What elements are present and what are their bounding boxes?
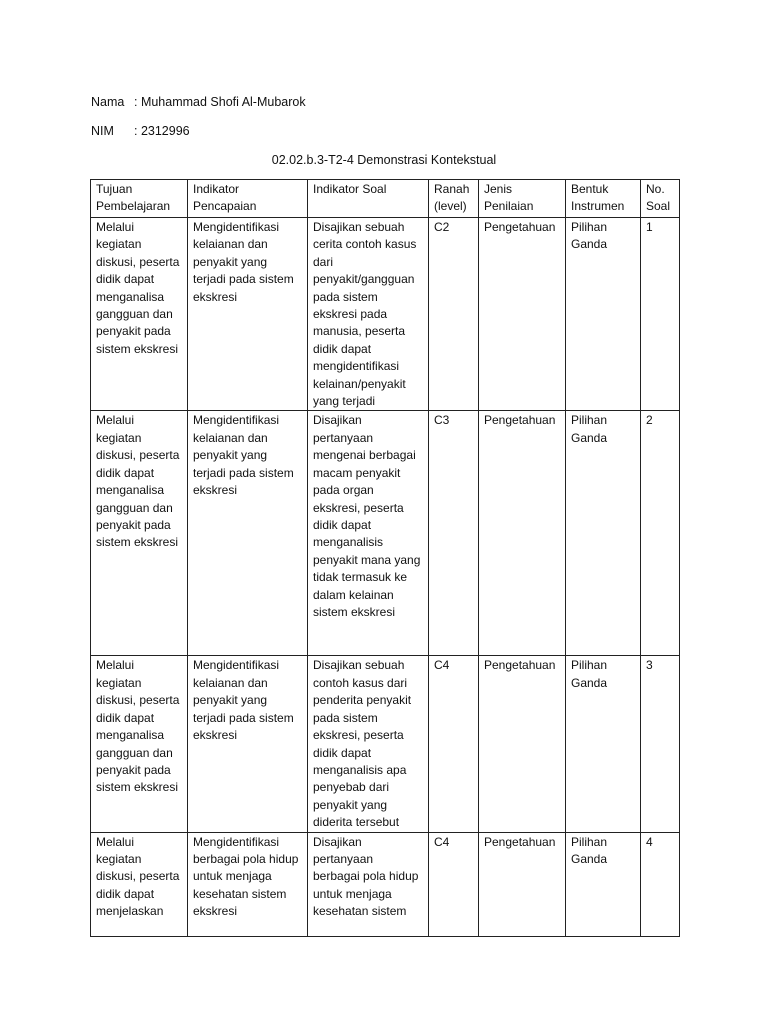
header-indikator-soal: Indikator Soal [308, 180, 429, 218]
cell-indikator-pencapaian: Mengidentifikasi berbagai pola hidup untuk menjaga kesehatan sistem ekskresi [188, 832, 308, 936]
header-jenis-penilaian: Jenis Penilaian [479, 180, 566, 218]
table-row [91, 411, 680, 656]
cell-no-soal: 4 [641, 832, 680, 936]
cell-bentuk-instrumen: Pilihan Ganda [566, 411, 641, 656]
cell-ranah-level: C4 [429, 656, 479, 832]
cell-indikator-soal: Disajikan sebuah cerita contoh kasus dari penyakit/gangguan pada sistem ekskresi pada manusia, peserta didik dapat mengidentifikasi kelainan/penyakit yang terjadi [308, 218, 429, 411]
cell-indikator-soal: Disajikan sebuah contoh kasus dari penderita penyakit pada sistem ekskresi, peserta didik dapat menganalisis apa penyebab dari penyakit yang diderita tersebut [308, 656, 429, 832]
header-bentuk-instrumen: Bentuk Instrumen [566, 180, 641, 218]
cell-ranah-level: C4 [429, 832, 479, 936]
cell-no-soal: 2 [641, 411, 680, 656]
cell-indikator-pencapaian: Mengidentifikasi kelaianan dan penyakit yang terjadi pada sistem ekskresi [188, 218, 308, 411]
cell-ranah-level: C3 [429, 411, 479, 656]
cell-jenis-penilaian: Pengetahuan [479, 218, 566, 411]
cell-jenis-penilaian: Pengetahuan [479, 411, 566, 656]
cell-indikator-soal: Disajikan pertanyaan berbagai pola hidup untuk menjaga kesehatan sistem [308, 832, 429, 936]
cell-ranah-level: C2 [429, 218, 479, 411]
student-nim-line [91, 123, 190, 139]
nim-value: : 2312996 [134, 124, 190, 138]
cell-tujuan-pembelajaran: Melalui kegiatan diskusi, peserta didik dapat menganalisa gangguan dan penyakit pada sistem ekskresi [91, 656, 188, 832]
table-header-row [91, 180, 680, 218]
cell-indikator-soal: Disajikan pertanyaan mengenai berbagai macam penyakit pada organ ekskresi, peserta didik dapat menganalisis penyakit mana yang tidak termasuk ke dalam kelainan sistem ekskresi [308, 411, 429, 656]
header-indikator-pencapaian: Indikator Pencapaian [188, 180, 308, 218]
table-row [91, 218, 680, 411]
cell-jenis-penilaian: Pengetahuan [479, 832, 566, 936]
cell-indikator-pencapaian: Mengidentifikasi kelaianan dan penyakit yang terjadi pada sistem ekskresi [188, 656, 308, 832]
assessment-grid-table [90, 179, 680, 937]
cell-no-soal: 3 [641, 656, 680, 832]
cell-indikator-pencapaian: Mengidentifikasi kelaianan dan penyakit yang terjadi pada sistem ekskresi [188, 411, 308, 656]
name-value: : Muhammad Shofi Al-Mubarok [134, 95, 306, 109]
cell-jenis-penilaian: Pengetahuan [479, 656, 566, 832]
cell-tujuan-pembelajaran: Melalui kegiatan diskusi, peserta didik dapat menganalisa gangguan dan penyakit pada sistem ekskresi [91, 218, 188, 411]
header-tujuan-pembelajaran: Tujuan Pembelajaran [91, 180, 188, 218]
cell-tujuan-pembelajaran: Melalui kegiatan diskusi, peserta didik dapat menganalisa gangguan dan penyakit pada sistem ekskresi [91, 411, 188, 656]
student-name-line [91, 94, 306, 110]
table-row [91, 832, 680, 936]
name-label: Nama [91, 95, 125, 109]
header-ranah-level: Ranah (level) [429, 180, 479, 218]
cell-bentuk-instrumen: Pilihan Ganda [566, 832, 641, 936]
cell-tujuan-pembelajaran: Melalui kegiatan diskusi, peserta didik dapat menjelaskan [91, 832, 188, 936]
cell-no-soal: 1 [641, 218, 680, 411]
nim-label: NIM [91, 124, 114, 138]
cell-bentuk-instrumen: Pilihan Ganda [566, 656, 641, 832]
cell-bentuk-instrumen: Pilihan Ganda [566, 218, 641, 411]
document-title: 02.02.b.3-T2-4 Demonstrasi Kontekstual [271, 153, 497, 167]
table-row [91, 656, 680, 832]
header-no-soal: No. Soal [641, 180, 680, 218]
